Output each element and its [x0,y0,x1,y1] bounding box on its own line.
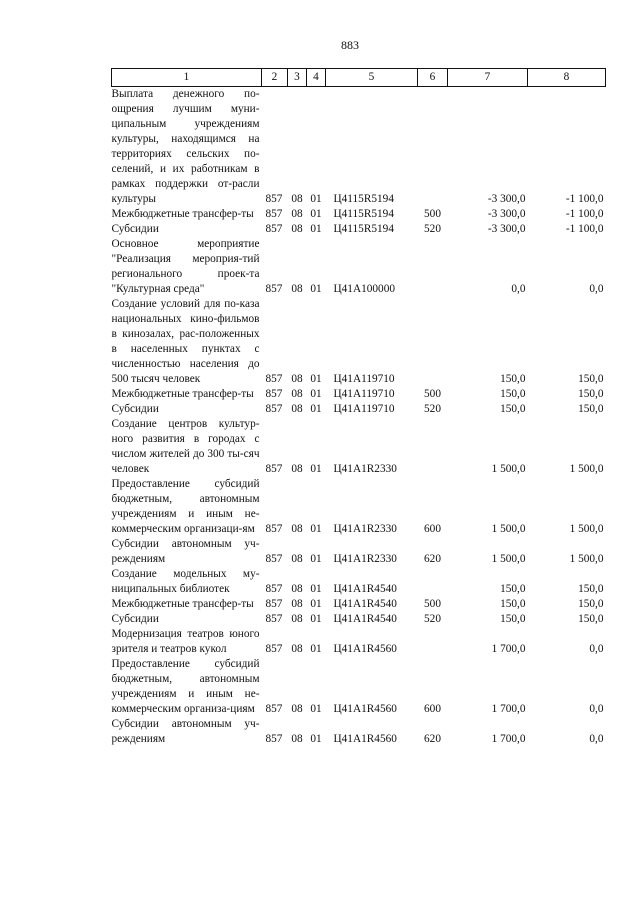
row-ministry-code: 857 [265,583,283,595]
row-amount-2: 0,0 [589,703,604,715]
page-number: 883 [341,38,359,52]
row-expense-type [418,417,448,477]
row-name: Субсидии [111,613,159,625]
row-expense-type [418,297,448,387]
row-name: Предоставление субсидий бюджетным, автономным учреждениям и иным не-коммерческим организаци-ям [111,478,260,535]
header-col-7: 7 [448,69,528,87]
row-name: Субсидии автономным уч-реждениям [111,538,260,565]
row-expense-type: 620 [424,733,441,745]
row-name: Межбюджетные трансфер-ты [111,598,254,610]
row-subsection: 01 [310,598,322,610]
row-ministry-code: 857 [265,598,283,610]
row-target-code: Ц41A1R2330 [333,463,397,475]
row-name: Создание модельных му-ниципальных библиотек [111,568,260,595]
table-row [112,402,606,417]
row-ministry-code: 857 [265,403,283,415]
row-name: Субсидии автономным уч-реждениям [111,718,260,745]
budget-table [111,68,606,747]
header-col-8: 8 [528,69,606,87]
row-section: 08 [291,463,303,475]
row-target-code: Ц41A119710 [333,403,395,415]
row-amount-2: 150,0 [578,613,604,625]
row-section: 08 [291,208,303,220]
row-name: Основное мероприятие "Реализация мероприя-тий регионального проек-та "Культурная среда" [111,238,260,295]
table-header [112,69,606,87]
row-name: Предоставление субсидий бюджетным, автономным учреждениям и иным не-коммерческим организа-циям [111,658,260,715]
row-expense-type [418,567,448,597]
table-row [112,657,606,717]
row-amount-1: 150,0 [500,373,526,385]
row-expense-type: 500 [424,388,441,400]
row-subsection: 01 [310,523,322,535]
row-amount-2: -1 100,0 [565,223,604,235]
row-subsection: 01 [310,613,322,625]
table-row [112,222,606,237]
row-amount-1: 150,0 [500,598,526,610]
row-name: Создание условий для по-каза национальных кино-фильмов в кинозалах, рас-положенных в населенных пунктах с численностью населения до 500 тысяч человек [111,298,260,385]
row-amount-1: 1 700,0 [491,643,526,655]
row-expense-type [418,237,448,297]
row-expense-type: 500 [424,598,441,610]
row-target-code: Ц41A1R2330 [333,523,397,535]
row-amount-1: 0,0 [511,283,526,295]
row-name: Межбюджетные трансфер-ты [111,208,254,220]
row-name: Межбюджетные трансфер-ты [111,388,254,400]
row-section: 08 [291,193,303,205]
row-ministry-code: 857 [265,388,283,400]
header-col-3: 3 [288,69,307,87]
row-amount-2: 1 500,0 [569,463,604,475]
row-expense-type [418,87,448,208]
row-ministry-code: 857 [265,523,283,535]
row-name: Субсидии [111,223,159,235]
row-amount-2: 1 500,0 [569,523,604,535]
row-section: 08 [291,613,303,625]
header-row [112,69,606,87]
row-amount-2: -1 100,0 [565,208,604,220]
row-name: Создание центров культур-ного развития в городах с числом жителей до 300 ты-сяч человек [111,418,260,475]
row-section: 08 [291,553,303,565]
row-subsection: 01 [310,733,322,745]
row-amount-2: 150,0 [578,583,604,595]
row-target-code: Ц4115R5194 [333,193,394,205]
row-name: Модернизация театров юного зрителя и театров кукол [111,628,260,655]
table-body [112,87,606,748]
row-expense-type: 500 [424,208,441,220]
row-amount-2: 1 500,0 [569,553,604,565]
table-row [112,87,606,208]
table-row [112,537,606,567]
table-row [112,417,606,477]
row-ministry-code: 857 [265,553,283,565]
row-section: 08 [291,583,303,595]
row-target-code: Ц41A1R2330 [333,553,397,565]
row-subsection: 01 [310,388,322,400]
row-subsection: 01 [310,553,322,565]
row-section: 08 [291,373,303,385]
row-amount-2: 150,0 [578,388,604,400]
row-ministry-code: 857 [265,193,283,205]
table-row [112,597,606,612]
row-amount-1: 150,0 [500,388,526,400]
row-name: Выплата денежного по-ощрения лучшим муни-ципальным учреждениям культуры, находящимся на территориях сельских по-селений, и их работникам в рамках поддержки от-расли культуры [111,88,260,205]
table-row [112,297,606,387]
table-row [112,612,606,627]
row-target-code: Ц4115R5194 [333,223,394,235]
row-section: 08 [291,703,303,715]
row-ministry-code: 857 [265,463,283,475]
header-col-1: 1 [112,69,262,87]
row-amount-2: 150,0 [578,373,604,385]
row-subsection: 01 [310,583,322,595]
table-row [112,717,606,747]
row-expense-type: 520 [424,403,441,415]
row-target-code: Ц41A119710 [333,388,395,400]
header-col-2: 2 [262,69,288,87]
header-col-4: 4 [307,69,326,87]
table-row [112,627,606,657]
row-amount-2: 0,0 [589,283,604,295]
row-section: 08 [291,643,303,655]
row-amount-1: 1 700,0 [491,703,526,715]
row-name: Субсидии [111,403,159,415]
row-section: 08 [291,223,303,235]
row-subsection: 01 [310,193,322,205]
row-amount-1: -3 300,0 [487,193,526,205]
row-section: 08 [291,283,303,295]
row-amount-1: 1 500,0 [491,553,526,565]
row-amount-2: 0,0 [589,643,604,655]
table-row [112,237,606,297]
header-col-5: 5 [326,69,418,87]
row-subsection: 01 [310,223,322,235]
row-amount-2: 0,0 [589,733,604,745]
row-subsection: 01 [310,403,322,415]
row-ministry-code: 857 [265,733,283,745]
row-subsection: 01 [310,283,322,295]
row-target-code: Ц41A119710 [333,373,395,385]
row-amount-1: 1 500,0 [491,523,526,535]
row-target-code: Ц41A1R4540 [333,598,397,610]
row-expense-type: 620 [424,553,441,565]
row-ministry-code: 857 [265,613,283,625]
row-target-code: Ц4115R5194 [333,208,394,220]
row-subsection: 01 [310,208,322,220]
row-expense-type: 600 [424,523,441,535]
header-col-6: 6 [418,69,448,87]
row-subsection: 01 [310,703,322,715]
row-amount-2: 150,0 [578,598,604,610]
row-target-code: Ц41A1R4560 [333,703,397,715]
row-expense-type: 520 [424,223,441,235]
row-amount-1: 150,0 [500,583,526,595]
row-amount-1: 150,0 [500,613,526,625]
row-amount-2: -1 100,0 [565,193,604,205]
row-subsection: 01 [310,643,322,655]
row-section: 08 [291,598,303,610]
row-ministry-code: 857 [265,223,283,235]
table-row [112,477,606,537]
row-ministry-code: 857 [265,703,283,715]
row-ministry-code: 857 [265,373,283,385]
row-target-code: Ц41A1R4540 [333,613,397,625]
row-ministry-code: 857 [265,643,283,655]
row-target-code: Ц41A1R4560 [333,733,397,745]
row-ministry-code: 857 [265,283,283,295]
row-target-code: Ц41A100000 [333,283,396,295]
row-amount-2: 150,0 [578,403,604,415]
row-expense-type: 600 [424,703,441,715]
row-expense-type [418,627,448,657]
row-amount-1: -3 300,0 [487,223,526,235]
row-expense-type: 520 [424,613,441,625]
row-amount-1: -3 300,0 [487,208,526,220]
row-target-code: Ц41A1R4560 [333,643,397,655]
row-amount-1: 1 700,0 [491,733,526,745]
row-target-code: Ц41A1R4540 [333,583,397,595]
table-row [112,567,606,597]
row-section: 08 [291,733,303,745]
row-section: 08 [291,388,303,400]
row-subsection: 01 [310,463,322,475]
table-row [112,207,606,222]
table-row [112,387,606,402]
row-subsection: 01 [310,373,322,385]
row-section: 08 [291,403,303,415]
row-amount-1: 150,0 [500,403,526,415]
row-ministry-code: 857 [265,208,283,220]
row-amount-1: 1 500,0 [491,463,526,475]
row-section: 08 [291,523,303,535]
